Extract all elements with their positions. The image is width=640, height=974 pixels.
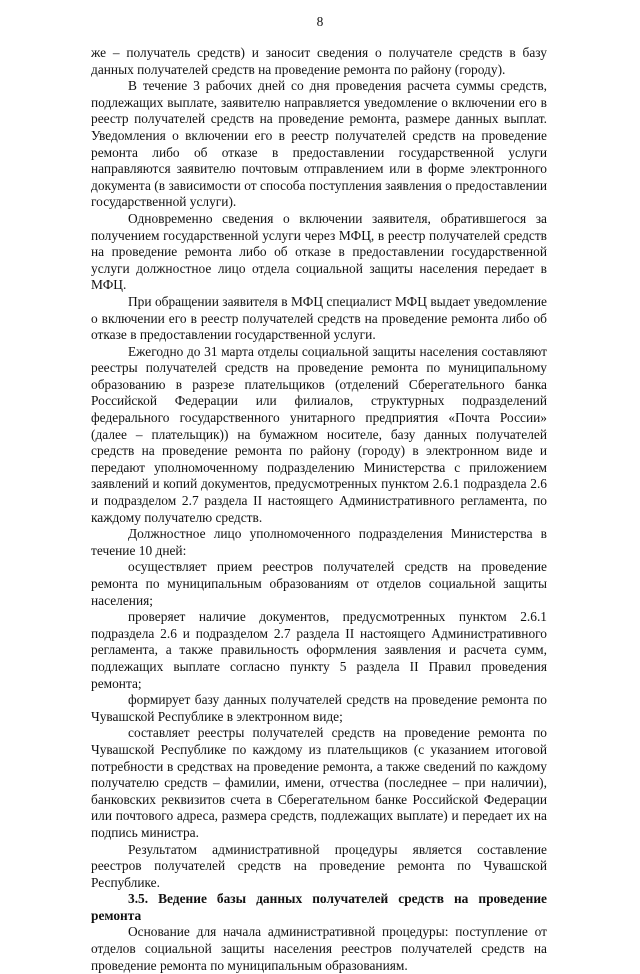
paragraph-6: Должностное лицо уполномоченного подразделения Министерства в течение 10 дней: xyxy=(91,526,547,558)
list-item-1: осуществляет прием реестров получателей средств на проведение ремонта по муниципальным образованиям от отделов социальной защиты населения; xyxy=(91,559,547,608)
paragraph-2: В течение 3 рабочих дней со дня проведения расчета суммы средств, подлежащих выплате, заявителю направляется уведомление о включении его в реестр получателей средств на проведение ремонта, размере данных выплат. Уведомления о включении его в реестр получателей средств на проведение ремонта либо об отказе в предоставлении государственной услуги направляются заявителю почтовым отправлением или в форме электронного документа (в зависимости от способа поступления заявления о предоставлении государственной услуги). xyxy=(91,78,547,210)
paragraph-5: Ежегодно до 31 марта отделы социальной защиты населения составляют реестры получателей средств на проведение ремонта по муниципальному образованию в разрезе плательщиков (отделений Сберегательного банка Российской Федерации или филиалов, структурных подразделений федерального государственного унитарного предприятия «Почта России» (далее – плательщик)) на бумажном носителе, базу данных получателей средств на проведение ремонта по району (городу) в электронном виде и передают уполномоченному подразделению Министерства с приложением заявлений и копий документов, предусмотренных пунктом 2.6.1 подраздела 2.6 и подразделом 2.7 раздела II настоящего Административного регламента, по каждому получателю средств. xyxy=(91,343,547,525)
paragraph-result: Результатом административной процедуры является составление реестров получателей средств на проведение ремонта по Чувашской Республике. xyxy=(91,841,547,890)
page-number: 8 xyxy=(316,14,324,29)
list-item-3: формирует базу данных получателей средств на проведение ремонта по Чувашской Республике в электронном виде; xyxy=(91,692,547,724)
paragraph-4: При обращении заявителя в МФЦ специалист МФЦ выдает уведомление о включении его в реестр получателей средств на проведение ремонта либо об отказе в предоставлении государственной услуги. xyxy=(91,293,547,343)
paragraph-1: же – получатель средств) и заносит сведения о получателе средств в базу данных получателей средств на проведение ремонта по району (городу). xyxy=(91,45,547,77)
list-item-4: составляет реестры получателей средств на проведение ремонта по Чувашской Республике по каждому из плательщиков (с указанием итоговой потребности в средствах на проведение ремонта, а также сведений по каждому получателю средств – фамилии, имени, отчества (последнее – при наличии), банковских реквизитов счета в Сберегательном банке Российской Федерации или почтового адреса, размера средств, подлежащих выплате) и передает их на подпись министра. xyxy=(91,725,547,840)
document-body xyxy=(91,45,547,974)
list-item-2: проверяет наличие документов, предусмотренных пунктом 2.6.1 подраздела 2.6 и подразделом 2.7 раздела II настоящего Административного регламента, а также правильность оформления заявления и расчета сумм, подлежащих выплате согласно пункту 5 раздела II Правил проведения ремонта; xyxy=(91,609,547,691)
paragraph-basis: Основание для начала административной процедуры: поступление от отделов социальной защиты населения реестров получателей средств на проведение ремонта по муниципальным образованиям. xyxy=(91,924,547,973)
paragraph-3: Одновременно сведения о включении заявителя, обратившегося за получением государственной услуги через МФЦ, в реестр получателей средств на проведение ремонта либо об отказе в предоставлении государственной услуги должностное лицо отдела социальной защиты населения передает в МФЦ. xyxy=(91,210,547,293)
section-heading: 3.5. Ведение базы данных получателей средств на проведение ремонта xyxy=(91,891,547,923)
